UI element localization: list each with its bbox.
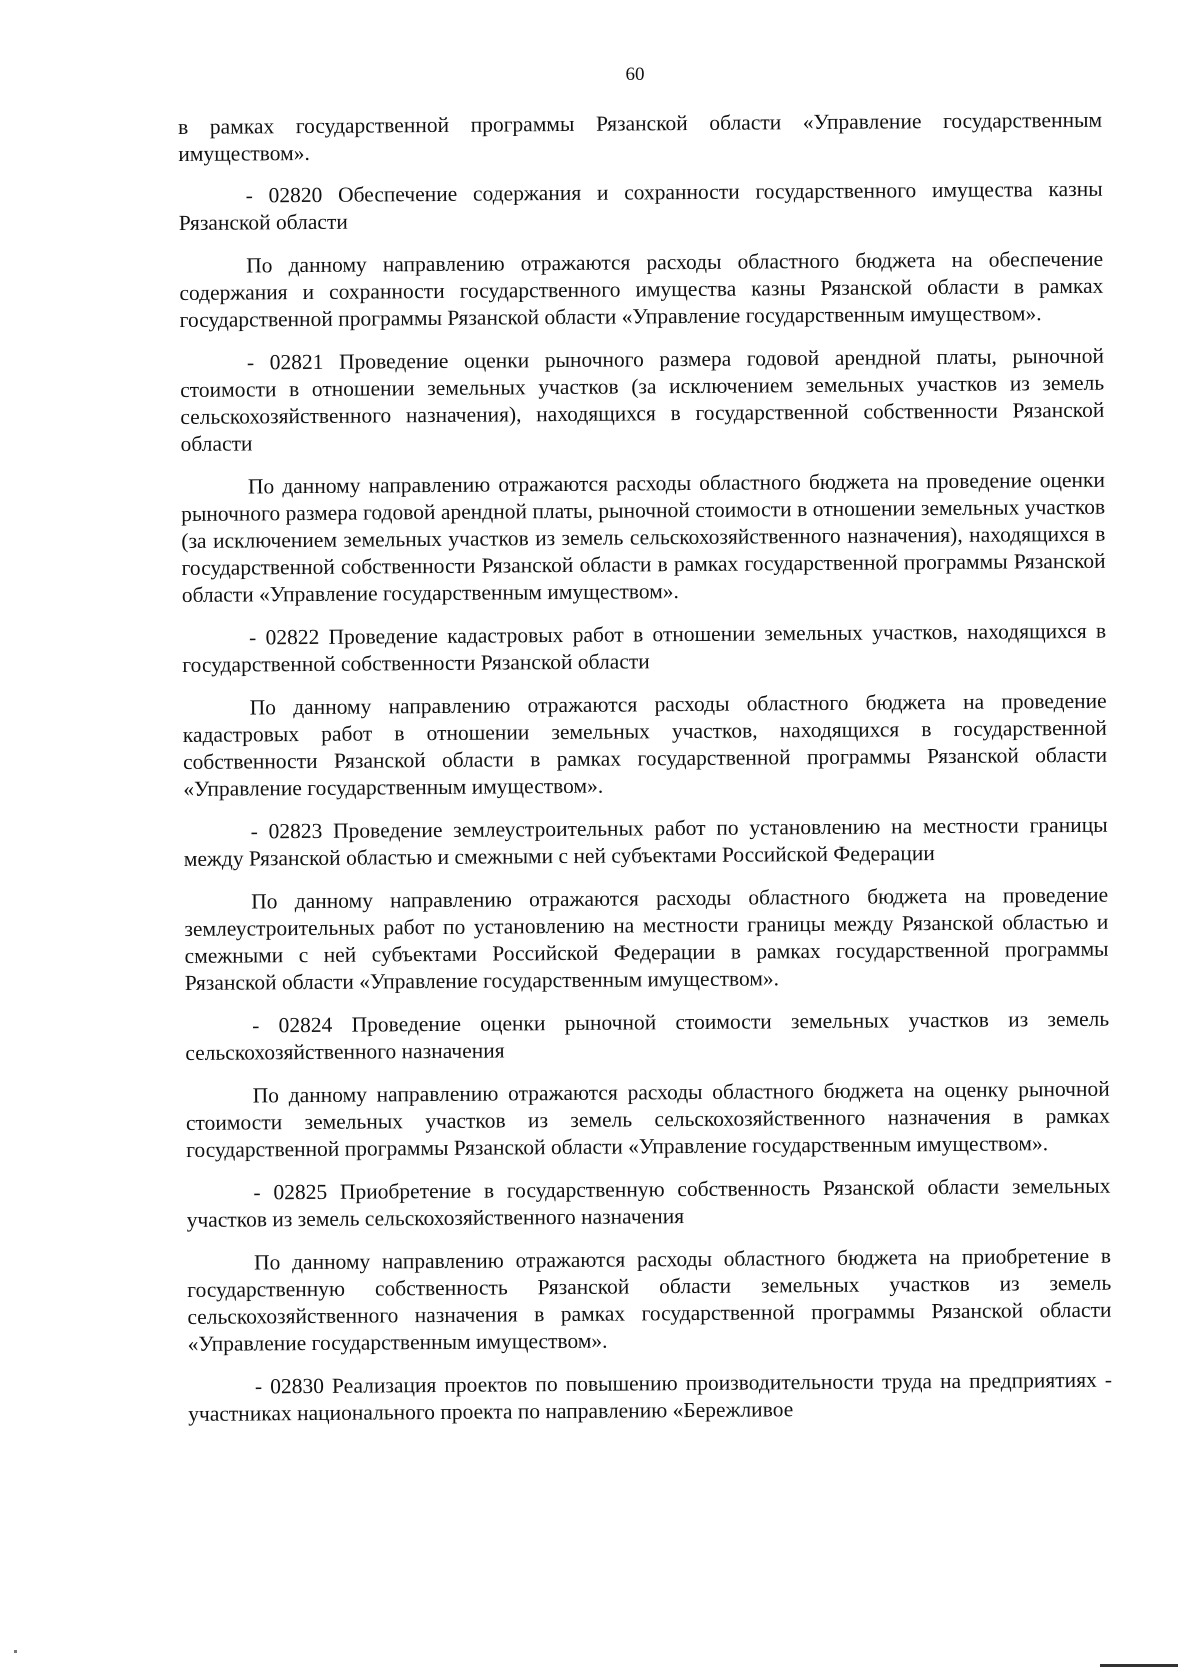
section-heading-02821: - 02821 Проведение оценки рыночного размера годовой арендной платы, рыночной стоимости в отношении земельных участков (за исключением земельных участков из земель сельскохозяйственного назначения), находящихся в государственной собственности Рязанской области <box>180 343 1105 456</box>
page-number: 60 <box>625 64 645 85</box>
scan-speck <box>14 1650 17 1653</box>
section-heading-02822: - 02822 Проведение кадастровых работ в отношении земельных участков, находящихся в государственной собственности Рязанской области <box>182 618 1107 677</box>
section-description-02823: По данному направлению отражаются расходы областного бюджета на проведение землеустроительных работ по установлению на местности границы между Рязанской областью и смежными с ней субъектами Российской Федерации в рамках государственной программы Рязанской области «Управление государственным имуществом». <box>184 882 1109 995</box>
section-description-02822: По данному направлению отражаются расходы областного бюджета на проведение кадастровых работ в отношении земельных участков, находящихся в государственной собственности Рязанской области в рамках государственной программы Рязанской области «Управление государственным имуществом». <box>182 688 1108 801</box>
continuation-paragraph: в рамках государственной программы Рязанской области «Управление государственным имуществом». <box>178 107 1103 166</box>
scan-edge-mark <box>1100 1664 1178 1667</box>
section-heading-02820: - 02820 Обеспечение содержания и сохранности государственного имущества казны Рязанской области <box>178 176 1103 235</box>
section-description-02825: По данному направлению отражаются расходы областного бюджета на приобретение в государственную собственность Рязанской области земельных участков из земель сельскохозяйственного назначения в рамках государственной программы Рязанской области «Управление государственным имуществом». <box>187 1243 1112 1356</box>
section-heading-02824: - 02824 Проведение оценки рыночной стоимости земельных участков из земель сельскохозяйственного назначения <box>185 1006 1110 1065</box>
section-description-02821: По данному направлению отражаются расходы областного бюджета на проведение оценки рыночного размера годовой арендной платы, рыночной стоимости в отношении земельных участков (за исключением земельных участков из земель сельскохозяйственного назначения), находящихся в государственной собственности Рязанской области в рамках государственной программы Рязанской области «Управление государственным имуществом». <box>181 467 1106 607</box>
section-description-02824: По данному направлению отражаются расходы областного бюджета на оценку рыночной стоимости земельных участков из земель сельскохозяйственного назначения в рамках государственной программы Рязанской области «Управление государственным имуществом». <box>185 1076 1110 1162</box>
section-heading-02825: - 02825 Приобретение в государственную собственность Рязанской области земельных участков из земель сельскохозяйственного назначения <box>186 1173 1111 1232</box>
document-body <box>178 107 1112 1444</box>
section-heading-02830: - 02830 Реализация проектов по повышению производительности труда на предприятиях - участниках национального проекта по направлению «Бережливое <box>188 1367 1113 1426</box>
section-heading-02823: - 02823 Проведение землеустроительных работ по установлению на местности границы между Рязанской областью и смежными с ней субъектами Российской Федерации <box>183 812 1108 871</box>
section-description-02820: По данному направлению отражаются расходы областного бюджета на обеспечение содержания и сохранности государственного имущества казны Рязанской области в рамках государственной программы Рязанской области «Управление государственным имуществом». <box>179 246 1104 332</box>
